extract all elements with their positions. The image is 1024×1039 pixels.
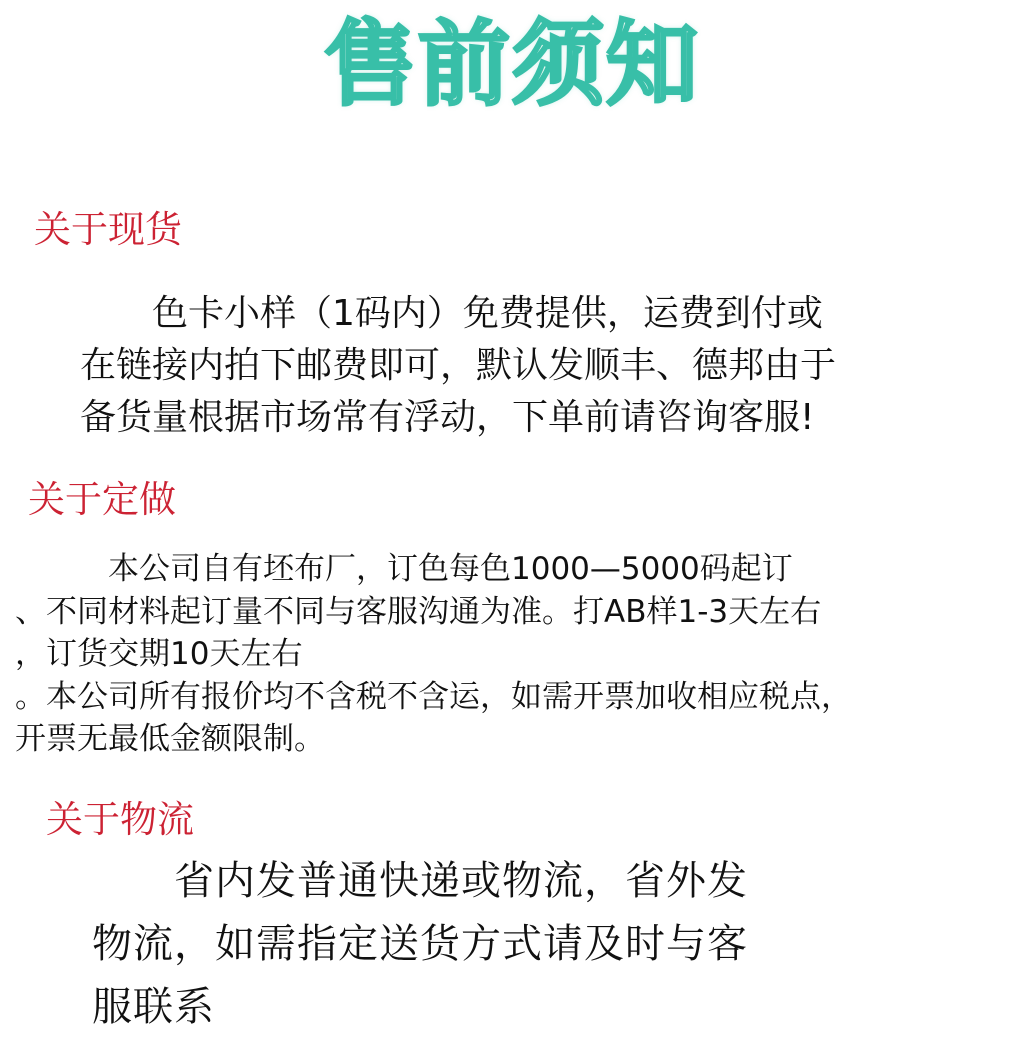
paragraph-line: 。本公司所有报价均不含税不含运，如需开票加收相应税点， xyxy=(15,678,852,715)
paragraph-line: 、不同材料起订量不同与客服沟通为准。打AB样1-3天左右 xyxy=(15,593,822,630)
page-title: 售前须知 xyxy=(323,11,700,118)
paragraph-line: 服联系 xyxy=(92,984,215,1030)
paragraph-line: ，订货交期10天左右 xyxy=(15,636,303,672)
section-body-stock xyxy=(80,288,836,444)
paragraph-line: 色卡小样（1码内）免费提供，运费到付或 xyxy=(80,293,823,334)
paragraph-line: 本公司自有坯布厂，订色每色1000—5000码起订 xyxy=(15,551,793,587)
section-heading-logistics: 关于物流 xyxy=(46,798,194,841)
paragraph-line: 在链接内拍下邮费即可，默认发顺丰、德邦由于 xyxy=(80,345,837,386)
section-body-custom xyxy=(15,548,852,761)
paragraph-line: 备货量根据市场常有浮动，下单前请咨询客服! xyxy=(80,397,815,438)
section-body-logistics xyxy=(92,850,748,1039)
section-heading-custom: 关于定做 xyxy=(28,478,176,521)
section-heading-stock: 关于现货 xyxy=(34,208,182,251)
paragraph-line: 开票无最低金额限制。 xyxy=(15,721,325,757)
paragraph-line: 省内发普通快递或物流，省外发 xyxy=(92,858,748,904)
paragraph-line: 物流，如需指定送货方式请及时与客 xyxy=(92,921,748,967)
